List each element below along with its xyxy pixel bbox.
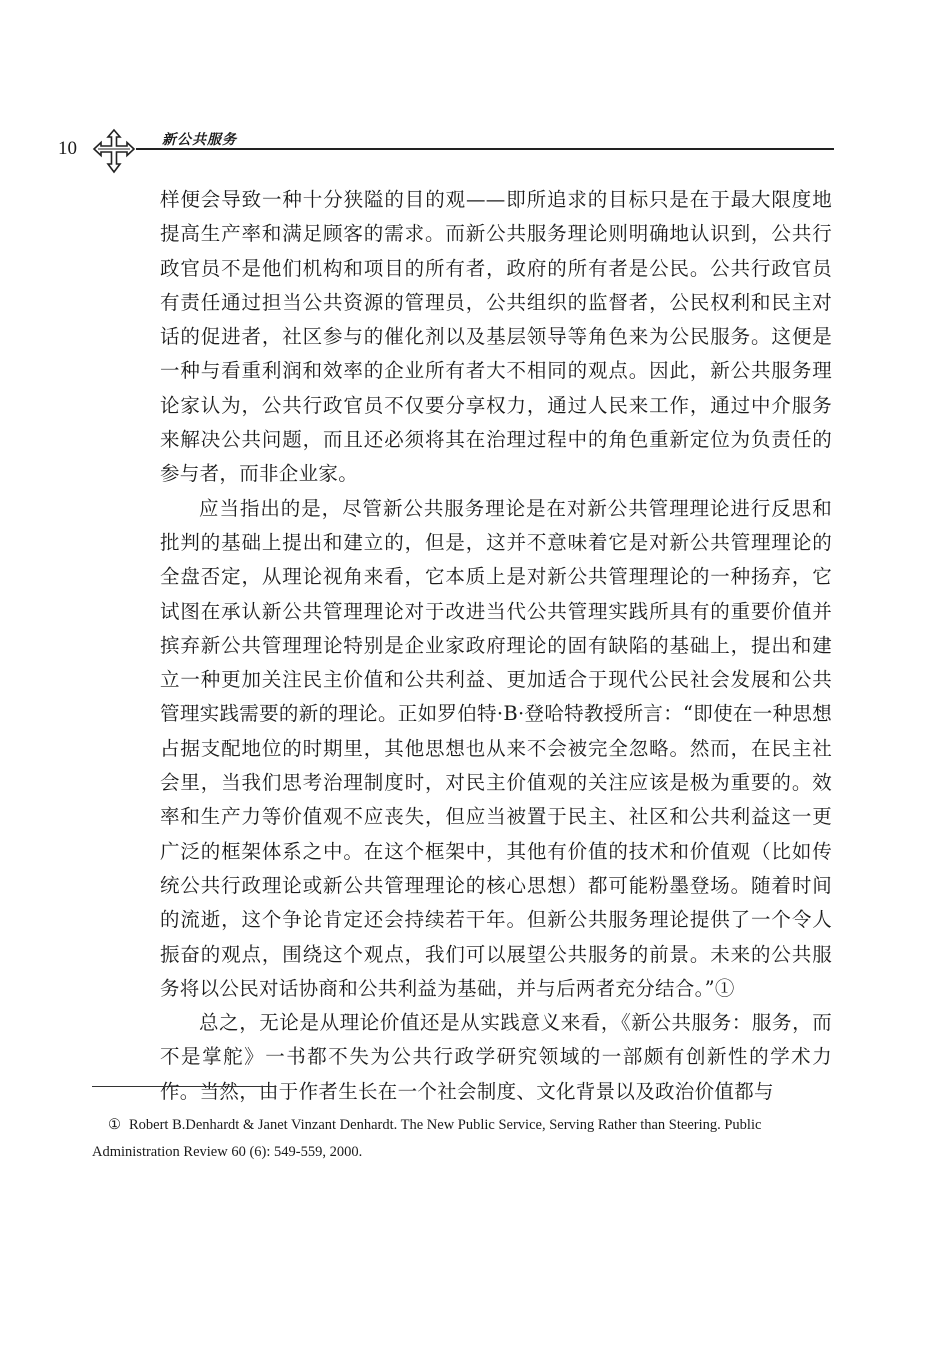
running-title: 新公共服务 xyxy=(162,132,237,148)
footnote xyxy=(92,1112,834,1166)
arrow-ornament-icon xyxy=(92,128,136,174)
paragraph-3: 总之，无论是从理论价值还是从实践意义来看，《新公共服务：服务，而不是掌舵》一书都不失为公共行政学研究领域的一部颇有创新性的学术力作。当然，由于作者生长在一个社会制度、文化背景以及政治价值都与 xyxy=(160,1011,832,1103)
body-text xyxy=(160,183,832,1109)
footnote-separator xyxy=(92,1086,276,1087)
paragraph-1: 样便会导致一种十分狭隘的目的观——即所追求的目标只是在于最大限度地提高生产率和满足顾客的需求。而新公共服务理论则明确地认识到，公共行政官员不是他们机构和项目的所有者，政府的所有者是公民。公共行政官员有责任通过担当公共资源的管理员，公共组织的监督者，公民权利和民主对话的促进者，社区参与的催化剂以及基层领导等角色来为公民服务。这便是一种与看重利润和效率的企业所有者大不相同的观点。因此，新公共服务理论家认为，公共行政官员不仅要分享权力，通过人民来工作，通过中介服务来解决公共问题，而且还必须将其在治理过程中的角色重新定位为负责任的参与者，而非企业家。 xyxy=(160,188,832,486)
footnote-marker: ① xyxy=(108,1117,121,1133)
page-header xyxy=(58,128,834,174)
paragraph-2: 应当指出的是，尽管新公共服务理论是在对新公共管理理论进行反思和批判的基础上提出和建立的，但是，这并不意味着它是对新公共管理理论的全盘否定，从理论视角来看，它本质上是对新公共管理理论的一种扬弃，它试图在承认新公共管理理论对于改进当代公共管理实践所具有的重要价值并摈弃新公共管理理论特别是企业家政府理论的固有缺陷的基础上，提出和建立一种更加关注民主价值和公共利益、更加适合于现代公民社会发展和公共管理实践需要的新的理论。正如罗伯特·B·登哈特教授所言：“即使在一种思想占据支配地位的时期里，其他思想也从来不会被完全忽略。然而，在民主社会里，当我们思考治理制度时，对民主价值观的关注应该是极为重要的。效率和生产力等价值观不应丧失，但应当被置于民主、社区和公共利益这一更广泛的框架体系之中。在这个框架中，其他有价值的技术和价值观（比如传统公共行政理论或新公共管理理论的核心思想）都可能粉墨登场。随着时间的流逝，这个争论肯定还会持续若干年。但新公共服务理论提供了一个令人振奋的观点，围绕这个观点，我们可以展望公共服务的前景。未来的公共服务将以公民对话协商和公共利益为基础，并与后两者充分结合。”① xyxy=(160,496,832,1000)
header-rule xyxy=(136,148,834,150)
footnote-text: Robert B.Denhardt & Janet Vinzant Denhardt. The New Public Service, Serving Rather than Steering. Public Administration Review 60 (6): 549-559, 2000. xyxy=(92,1117,762,1160)
page-number: 10 xyxy=(58,138,77,159)
